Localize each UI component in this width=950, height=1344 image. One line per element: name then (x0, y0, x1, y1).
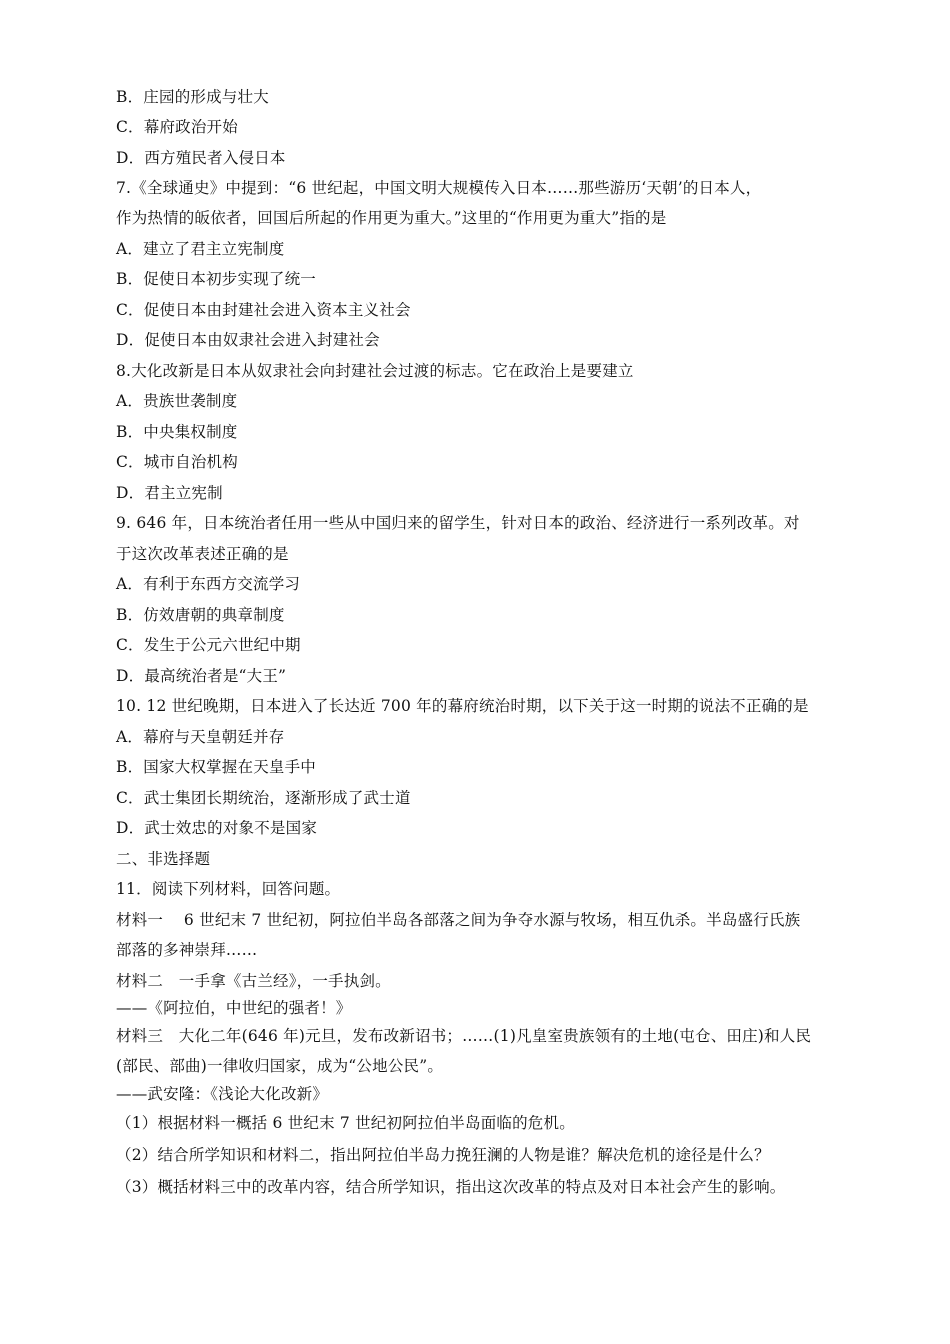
question-11-stem: 11．阅读下列材料，回答问题。 (116, 880, 341, 898)
question-7-option-c: C．促使日本由封建社会进入资本主义社会 (116, 301, 411, 319)
question-9-stem-cont: 于这次改革表述正确的是 (116, 545, 289, 563)
question-10-option-c: C．武士集团长期统治，逐渐形成了武士道 (116, 789, 411, 807)
question-9-option-b: B．仿效唐朝的典章制度 (116, 606, 285, 624)
question-10-option-a: A．幕府与天皇朝廷并存 (116, 728, 285, 746)
question-10-option-b: B．国家大权掌握在天皇手中 (116, 758, 316, 776)
material-3-cont: (部民、部曲)一律收归国家，成为“公地公民”。 (116, 1057, 444, 1075)
question-7-option-b: B．促使日本初步实现了统一 (116, 270, 316, 288)
material-2: 材料二 一手拿《古兰经》，一手执剑。 (116, 972, 391, 990)
question-8-option-b: B．中央集权制度 (116, 423, 238, 441)
material-1-cont: 部落的多神崇拜…… (116, 941, 258, 959)
option-c-shogunate: C．幕府政治开始 (116, 118, 238, 136)
question-7-option-d: D．促使日本由奴隶社会进入封建社会 (116, 331, 380, 349)
question-7-stem: 7.《全球通史》中提到：“6 世纪起，中国文明大规模传入日本……那些游历‘天朝’的日本人， (116, 179, 762, 197)
question-9-option-c: C．发生于公元六世纪中期 (116, 636, 301, 654)
question-10-option-d: D．武士效忠的对象不是国家 (116, 819, 318, 837)
sub-question-2: （2）结合所学知识和材料二，指出阿拉伯半岛力挽狂澜的人物是谁？解决危机的途径是什么？ (116, 1146, 770, 1164)
material-1: 材料一 6 世纪末 7 世纪初，阿拉伯半岛各部落之间为争夺水源与牧场，相互仇杀。半岛盛行氏族 (116, 911, 801, 929)
option-b-manor: B．庄园的形成与壮大 (116, 88, 269, 106)
question-8-option-c: C．城市自治机构 (116, 453, 238, 471)
question-7-option-a: A．建立了君主立宪制度 (116, 240, 285, 258)
question-9-option-a: A．有利于东西方交流学习 (116, 575, 301, 593)
section-heading: 二、非选择题 (116, 850, 211, 868)
material-3: 材料三 大化二年(646 年)元旦，发布改新诏书；……(1)凡皇室贵族领有的土地(屯仓、田庄)和人民 (116, 1027, 812, 1045)
question-10-stem: 10. 12 世纪晚期，日本进入了长达近 700 年的幕府统治时期，以下关于这一时期的说法不正确的是 (116, 697, 809, 715)
sub-question-3: （3）概括材料三中的改革内容，结合所学知识，指出这次改革的特点及对日本社会产生的影响。 (116, 1178, 786, 1196)
question-9-stem: 9. 646 年，日本统治者任用一些从中国归来的留学生，针对日本的政治、经济进行一系列改革。对 (116, 514, 800, 532)
question-8-option-d: D．君主立宪制 (116, 484, 223, 502)
question-9-option-d: D．最高统治者是“大王” (116, 667, 287, 685)
material-3-source: ——武安隆：《浅论大化改新》 (116, 1085, 329, 1103)
material-2-source: ——《阿拉伯，中世纪的强者！》 (116, 999, 352, 1017)
option-d-colonists: D．西方殖民者入侵日本 (116, 149, 286, 167)
question-7-stem-cont: 作为热情的皈依者，回国后所起的作用更为重大。”这里的“作用更为重大”指的是 (116, 209, 667, 227)
sub-question-1: （1）根据材料一概括 6 世纪末 7 世纪初阿拉伯半岛面临的危机。 (116, 1114, 575, 1132)
question-8-option-a: A．贵族世袭制度 (116, 392, 238, 410)
question-8-stem: 8.大化改新是日本从奴隶社会向封建社会过渡的标志。它在政治上是要建立 (116, 362, 634, 380)
